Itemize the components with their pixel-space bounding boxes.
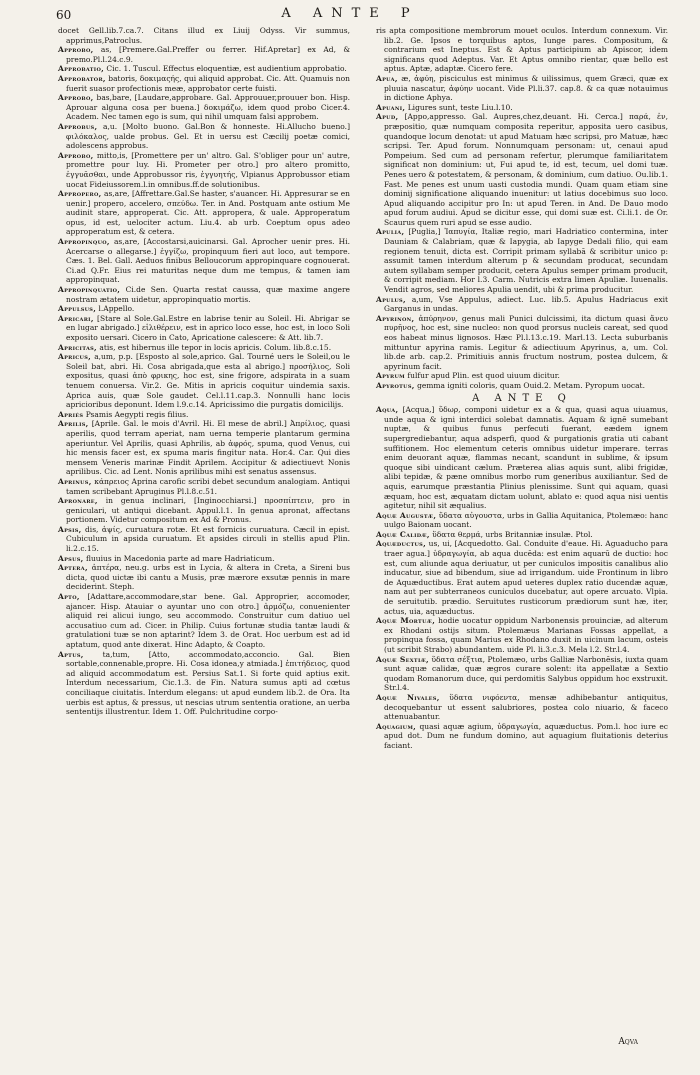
page-number: 60: [56, 8, 72, 22]
dictionary-entry: [376, 371, 668, 381]
entry-text: a,um, p.p. [Esposto al sole,aprico. Gal. Tourné uers le Soleil,ou le Soleil bat, abri. Hi. Cosa abrigada,que esta al abrigo.] προσήλιος, Soli expositus, quasi ἀπὸ φρικης, hoc est, sine frigore, adspirata in a suam tenuem conuersa. Vir.2. Ge. Mitis in apricis coquitur uindemia saxis. Aprica auis, quæ Sole gaudet. Cel.l.11.cap.3. Nonnulli hanc locis apricioribus deponunt. Idem l.9.c.14. Apricissimo die purgatis domicilijs.: [66, 352, 350, 410]
dictionary-entry: [58, 74, 350, 93]
entry-text: ἀπύρηνον, genus mali Punici dulcissimi, ita dictum quasi ἄνευ πυρῆνος, hoc est, sine nucleo: non quod prorsus nucleis careat, sed quod eos habeat minus lignosos. Hæc Pl.l.13.c.19. Marl.13. Lecta suburbanis mittuntur apyrina ramis. Legitur & adiectiuum Apyrinus, a, um. Col. lib.de arb. cap.2. Primitiuis annis fructum nostrum, postea dulcem, & apyrinum facit.: [384, 313, 668, 371]
entry-text: [Adattare,accommodare,star bene. Gal. Approprier, accomoder, ajancer. Hisp. Atauiar o ayuntar uno con otro.] ἁρμόζω, conuenienter aliquid rei alicui iungo, seu accommodo. Construitur cum datiuo uel accusatiuo cum ad. Cicer. in Philip. Cuius fortunæ studia tantæ laudi & gratulationi tuæ se non aptarint? Idem 3. de Orat. Hoc uerbum est ad id aptatum, quod ante dixerat. Hinc Adapto, & Coapto.: [66, 592, 350, 649]
dictionary-entry: [58, 45, 350, 64]
left-column: [58, 26, 350, 717]
entry-text: as, [Premere.Gal.Preffer ou ferrer. Hif.Apretar] ex Ad, & premo.Pl.l.24.c.9.: [66, 45, 351, 64]
right-column: [376, 26, 668, 751]
entry-text: hodie uocatur oppidum Narbonensis prouinciæ, ad alterum ex Rhodani ostijs situm. Ptolemæus Marianas Fossas appellat, a propinqua fossa, quam Marius ex Rhodano duxit in uicinum lacum, osteis (ut scribit Strabo) abundantem. uide Pl. li.3.c.3. Mela l.2. Str.l.4.: [384, 616, 668, 654]
entry-headword: Apyrinon,: [376, 313, 415, 323]
entry-headword: Approbus,: [58, 121, 98, 131]
entry-headword: Apulus,: [376, 294, 406, 304]
entry-headword: Aquagium,: [376, 721, 417, 731]
dictionary-entry: [58, 554, 350, 564]
entry-headword: Approbo,: [58, 150, 94, 160]
entry-headword: Apriés: [58, 409, 84, 419]
entry-text: [Appo,appresso. Gal. Aupres,chez,deuant. Hi. Cerca.] παρά, ἐν, præpositio, quæ numquam composita reperitur, apposita uero casibus, quandoque locum denotat: ut apud Matuam hæc scripsi, pro Matuæ, hæc scripsi. Ter. Apud forum. Nonnumquam personam: ut, cenaui apud Pompeium. Sed cum ad personam refertur, plerumque familiaritatem significat non dominium: ut, Fui apud te, id est, tecum, uel domi tuæ. Penes uero & potestatem, & personam, & dominium, cum datiuo. Ou.lib.1. Fast. Me penes est unum uasti custodia mundi. Quam quam etiam sine dominij significatione aliquando inuenitur: ut latius docebimus suo loco. Apud aliquando accipitur pro In: ut apud Teren. in And. De Dauo modo apud forum audiui. Apud se dicitur esse, qui domi suæ est. Ci.li.1. de Or. Scaurus quem ruri apud se esse audio.: [384, 112, 668, 227]
dictionary-entry: [58, 650, 350, 717]
dictionary-entry: [376, 227, 668, 294]
entry-headword: Apricus,: [58, 352, 92, 362]
entry-headword: Approbo,: [58, 93, 94, 103]
dictionary-entry: [58, 314, 350, 343]
dictionary-entry: [376, 112, 668, 227]
entry-text: [Aprile. Gal. le mois d'Avril. Hi. El mese de abril.] Ἀπρίλιος, quasi aperilis, quod terram aperiat, nam uerna temperie plantarum germina aperiuntur. Vel Aprilis, quasi Aphrilis, ab ἀφρός, spuma, quod Venus, cui hic mensis facer est, ex spuma maris fingitur nata. Hor.4. Car. Qui dies mensem Veneris marinæ Findit Aprilem. Accipitur & adiectiuevt Nonis aprilibus. Cic. ad Lent. Nonis aprilibus mihi est senatus assensus.: [66, 419, 350, 477]
entry-text: Ci.de Sen. Quarta restat caussa, quæ maxime angere nostram ætatem uidetur, appropinquatio mortis.: [66, 285, 351, 304]
entry-headword: Aqua,: [376, 405, 399, 415]
entry-headword: Apsis,: [58, 524, 82, 534]
entry-headword: Apricari,: [58, 313, 94, 323]
dictionary-entry: [58, 304, 350, 314]
entry-text: ἀπτέρα, neu.g. urbs est in Lycia, & altera in Creta, a Sireni bus dicta, quod uictæ ibi cantu a Musis, præ mærore exsutæ pennis in mare deciderint. Steph.: [66, 563, 350, 592]
entry-headword: Apulia,: [376, 227, 405, 237]
entry-headword: Appropinquo,: [58, 237, 110, 247]
entry-text: as,are, [Affrettare.Gal.Se haster, s'auancer. Hi. Appresurar se en uenir.] propero, accelero, σπεύδω. Ter. in And. Postquam ante ostium Me audinit stare, approperat. Cic. Att. appropera, & uale. Approperatum opus, id est, uelociter actum. Liu.4. ab urb. Coeptum opus adeo approperatum est, & cetera.: [66, 189, 350, 237]
entry-text: us, ui, [Acquedotto. Gal. Conduite d'eaue. Hi. Aguaducho para traer agua.] ὑδραγωγία, ab aqua ducēda: est enim aquarū de ductio: hoc est, cum aliunde aqua deriuatur, ut per cuniculos impositis canalibus alio inducatur, siue ad bibendum, siue ad irrigandum. uide Frontinum in libro de Aquæductibus. Erat autem apud ueteres duplex ratio ducendæ aquæ, nam aut per subterraneos cuniculos ducebatur, aut opere arcuato. Vlpia. de seruitutib. prædio. Seruitutes rusticorum prædiorum sunt hæ, iter, actus, uia, aquæductus.: [384, 539, 668, 616]
dictionary-entry: [376, 295, 668, 314]
entry-headword: Aprilis,: [58, 419, 89, 429]
entry-headword: Approbatio,: [58, 64, 105, 74]
dictionary-entry: [376, 405, 668, 511]
running-head: A ANTE P: [281, 6, 419, 21]
dictionary-entry: [376, 530, 668, 540]
dictionary-entry: [376, 103, 668, 113]
entry-text: fulfur apud Plin. est quod uiuum dicitur.: [407, 371, 560, 381]
entry-text: ris apta compositione membrorum mouet oculos. Interdum connexum. Vir. lib.2. Ge. Ipsos e torquibus aptos, Iunge pares. Compositum, & contrarium est Ineptus. Est & Aptus participium ab Apiscor, idem significans quod Adeptus. Var. Et Aptus omnibo rientar, quæ bello est aptus. Aptæ, adaptæ. Cicero fere.: [376, 26, 668, 74]
entry-headword: Appropinquatio,: [58, 285, 121, 295]
entry-headword: Aquæ Sextiæ,: [376, 654, 429, 664]
dictionary-entry: [376, 616, 668, 654]
entry-headword: Appropero,: [58, 189, 102, 199]
entry-text: ὕδατα νιφόεντα, mensæ adhibebantur antiquitus, decoquebantur ut essent salubriores, postea colo niuario, & faceco attenuabantur.: [384, 692, 668, 722]
catchword: Aqva: [618, 1037, 638, 1047]
dictionary-entry: [58, 496, 350, 525]
dictionary-entry: [58, 410, 350, 420]
entry-headword: Approbator,: [58, 73, 106, 83]
dictionary-entry: [376, 314, 668, 372]
dictionary-entry: [58, 343, 350, 353]
entry-headword: Aquæ Calidæ,: [376, 529, 430, 539]
dictionary-entry: [58, 26, 350, 45]
entry-text: ὕδατα σέξτια, Ptolemæo, urbs Galliæ Narbonēsis, iuxta quam sunt aquæ calidæ, quæ ægros curare solent: ita appellatæ a Sextio quodam Romanorum duce, qui perdomitis Salybus oppidum hoc exstruxit. Str.l.4.: [384, 654, 668, 693]
entry-text: æ, ἀφύη, pisciculus est minimus & uilissimus, quem Græci, quæ ex pluuia nascatur, ἀφύην uocant. Vide Pl.li.37. cap.8. & ca quæ notauimus in dictione Aphya.: [384, 73, 668, 103]
dictionary-entry: [58, 64, 350, 74]
dictionary-entry: [58, 563, 350, 592]
dictionary-entry: [58, 93, 350, 122]
entry-headword: Aptus,: [58, 649, 84, 659]
dictionary-entry: [376, 381, 668, 391]
entry-text: κάπρειος Aprina carofic scribi debet secundum analogiam. Antiqui tamen scribebant Apruginus Pl.l.8.c.51.: [66, 476, 350, 496]
entry-text: Cic. 1. Tuscul. Effectus eloquentiæ, est audientium approbatio.: [106, 64, 347, 74]
dictionary-entry: [376, 693, 668, 722]
entry-headword: Aquæ Nivales,: [376, 692, 440, 702]
dictionary-entry: [58, 477, 350, 496]
entry-headword: Apyrum: [376, 371, 405, 381]
entry-text: Ligures sunt, teste Liu.l.10.: [407, 102, 513, 112]
entry-text: quasi aquæ agium, ὑδραγωγία, aquæductus. Pom.l. hoc iure ec apud dot. Dum ne fundum domino, aut aquagium fluitationis deterius faciant.: [384, 721, 668, 750]
entry-headword: Aptera,: [58, 563, 88, 573]
entry-text: mitto,is, [Promettere per un' altro. Gal. S'obliger pour un' autre, promettre pour luy. Hi. Prometer per otro.] pro altero promitto, ἐγγυᾶσθαι, unde Approbussor ris, ἐγγυητής, Vlpianus Approbussor etiam uocat Fideiussorem.l.in omnibus.ff.de solutionibus.: [66, 150, 350, 189]
dictionary-entry: [58, 592, 350, 650]
entry-headword: Apricitas,: [58, 342, 97, 352]
entry-headword: Apuani,: [376, 102, 406, 112]
entry-text: a,u. [Molto buono. Gal.Bon & honneste. Hi.Allucho bueno.] φιλόκαλος, ualde probus. Gel. Et in uersu est Cæcilij poetæ comici, adolescens approbus.: [66, 121, 350, 151]
entry-headword: Aquæ Augustæ,: [376, 510, 437, 520]
entry-text: l.Appello.: [98, 304, 135, 314]
entry-text: ὕδατα θερμά, urbs Britanniæ insulæ. Ptol.: [432, 529, 593, 539]
entry-headword: Apud,: [376, 112, 399, 122]
dictionary-entry: [58, 189, 350, 237]
entry-headword: Apronare,: [58, 496, 98, 506]
entry-text: in genua inclinari, [Inginocchiarsi.] προσπίπτειν, pro in geniculari, ut antiqui dicebant. Appul.l.1. In genua apronat, affectans portionem. Videtur compositum ex Ad & Pronus.: [66, 496, 350, 525]
entry-text: a,um, Vse Appulus, adiect. Luc. lib.5. Apulus Hadriacus exit Garganus in undas.: [384, 294, 668, 314]
entry-text: [Puglia,] Ἰαπυγία, Italiæ regio, mari Hadriatico contermina, inter Dauniam & Calabriam, quæ & Iapygia, ab Iapyge Dedali filio, qui eam regionem tenuit, dicta est. Corripit primam syllabā & scribitur unico p: assumit tamen interdum alterum p & secundam producat, secundam autem syllabam semper producit, cetera Apulus semper primam producit, & corripit mediam. Hor l.3. Carm. Nutricis extra limen Apuliæ. Iuuenalis. Vendit agros, sed meliores Apulia uendit, ubi & prima producitur.: [384, 227, 668, 295]
dictionary-entry: [376, 74, 668, 103]
dictionary-entry: [58, 285, 350, 304]
entry-text: ta,tum, [Atto, accommodato,acconcio. Gal. Bien sortable,connenable,propre. Hi. Cosa idonea,y atmiada.] ἐπιτήδειος, quod ad aliquid accommodatum est. Persius Sat.1. Si forte quid aptius exit. Interdum necessarium, Cic.1.3. de Fin. Natura sumus apti ad cœtus conciliaque ciuitatis. Interdum elegans: ut apud eundem lib.2. de Ora. Ita uerbis est aptus, & pressus, ut nescias utrum sententia oratione, an uerba sententijs illustrentur. Idem 1. Off. Pulchritudine corpo-: [66, 649, 350, 717]
entry-text: docet Gell.lib.7.ca.7. Citans illud ex Liuij Odyss. Vir summus, apprimus,Patroclus.: [58, 26, 350, 45]
entry-headword: Apsus,: [58, 553, 84, 563]
dictionary-entry: [376, 539, 668, 616]
dictionary-entry: [376, 655, 668, 693]
dictionary-entry: [376, 722, 668, 751]
entry-headword: Apyrotus,: [376, 380, 415, 390]
dictionary-entry: [58, 352, 350, 410]
dictionary-entry: [376, 511, 668, 530]
entry-text: [Acqua,] ὕδωρ, componi uidetur ex a & qua, quasi aqua uiuamus, unde aqua & igni interdici solebat damnatis. Aquam & ignē sumebant nuptæ, & quibus funus perfecuti fuerant, eædem ignem supergrediebantur, aqua adsperfi, quod & purgationis gratia uti cabant suffitionem. Hoc elementum ceteris omnibus uidetur imperare. terras enim deuorant aquæ, flammas necant, scandunt in sublime, & ipsum quoque sibi uindicant cælum. Præterea alias aquis sunt, alibi frigidæ, alibi tepidæ, & pæne omnibus morbo rum generibus auxiliantur. Sed de aquis, earumque præstantia Plinius plenissime. Sunt qui aquam, quasi æquam, hoc est, æquatam dictam uolunt, ablato e: quod aqua nisi uentis agitetur, nihil sit æqualius.: [384, 405, 668, 511]
entry-text: Psamis Aegypti regis filius.: [85, 409, 189, 419]
entry-text: batoris, δοκιμαςής, qui aliquid approbat. Cic. Att. Quamuis non fuerit suasor profectionis meæ, approbator certe fuisti.: [66, 73, 350, 93]
dictionary-entry: [376, 26, 668, 74]
dictionary-entry: [58, 237, 350, 285]
entry-text: as,are, [Accostarsi,auicinarsi. Gal. Aprocher uenir pres. Hi. Acercarse o allegarse.] ἐγγίζω, propinquum fieri aut loco, aut tempore. Cæs. 1. Bel. Gall. Aeduos finibus Belloucorum appropinquare cognouerat. Ci.ad Q.Fr. Eius rei maturitas neque dum me tempus, & tamen iam appropinquat.: [66, 237, 350, 285]
entry-headword: Aquæ Mortuæ,: [376, 616, 436, 626]
entry-text: gemma igniti coloris, quam Ouid.2. Metam. Pyropum uocat.: [417, 380, 645, 390]
entry-headword: Apto,: [58, 592, 80, 602]
dictionary-entry: [58, 419, 350, 477]
entry-headword: Aquæductus,: [376, 539, 426, 549]
dictionary-entry: [58, 122, 350, 151]
entry-text: fluuius in Macedonia parte ad mare Hadriaticum.: [85, 553, 275, 563]
dictionary-entry: [58, 151, 350, 189]
section-heading: A ANTE Q: [472, 392, 572, 404]
entry-text: atis, est hibernus ille tepor in locis apricis. Colum. lib.8.c.15.: [99, 342, 332, 352]
entry-text: bas,bare, [Laudare,approbare. Gal. Approuuer,prouuer bon. Hisp. Aprouar alguna cosa per buena.] δοκιμάζω, idem quod probo Cicer.4. Academ. Nec tamen ego is sum, qui nihil umquam falsi approbem.: [66, 93, 351, 122]
entry-text: [Stare al Sole.Gal.Estre en labrise tenir au Soleil. Hi. Abrigar se en lugar abrigado.] εἱλιθέρειν, est in aprico loco esse, hoc est, in loco Soli exposito uersari. Cicero in Cato, Apricatione calescere: & Att. lib.7.: [66, 313, 350, 342]
entry-text: ὕδατα αὐγουστα, urbs in Gallia Aquitanica, Ptolemæo: hanc uulgo Baionam uocant.: [384, 510, 669, 530]
entry-headword: Aprinus,: [58, 476, 92, 486]
entry-headword: Appulsus,: [58, 304, 97, 314]
entry-headword: Apua,: [376, 73, 398, 83]
entry-headword: Approbo,: [58, 45, 94, 55]
entry-text: dis, ἁψίς, curuatura rotæ. Et est fornicis curuatura. Cæcil in epist. Cubiculum in apsida curuatum. Et apsides circuli in stellis apud Plin. li.2.c.15.: [66, 524, 350, 554]
dictionary-entry: [58, 525, 350, 554]
